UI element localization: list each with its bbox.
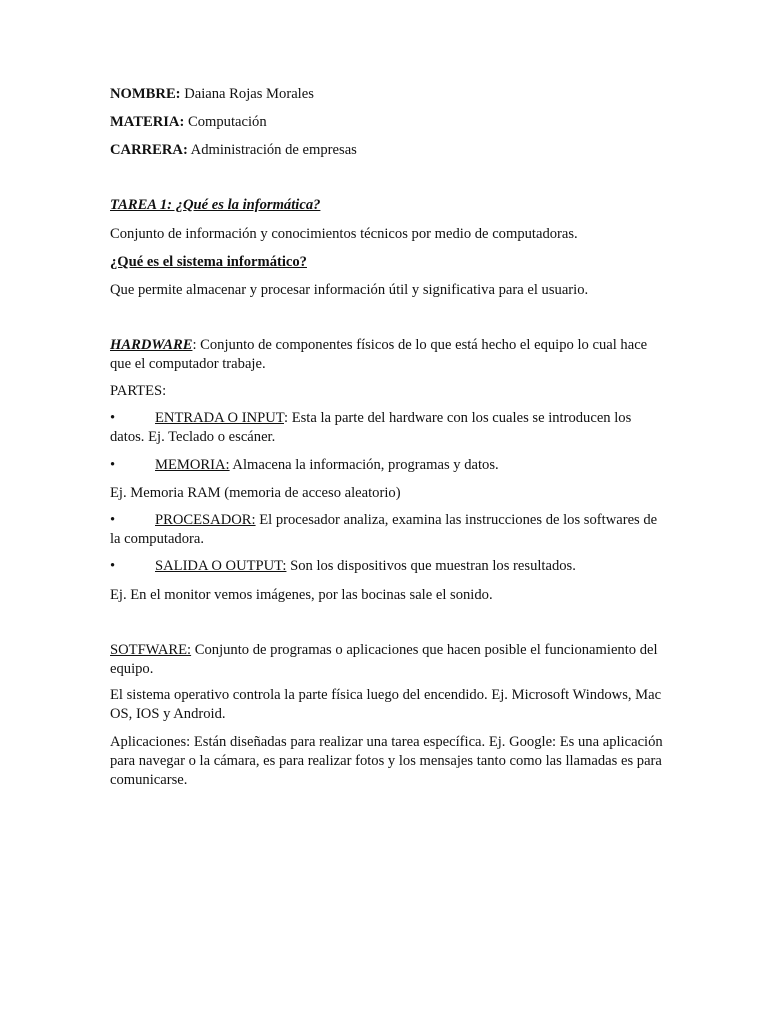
carrera-line bbox=[110, 141, 357, 160]
partes-label: PARTES: bbox=[110, 383, 167, 399]
document-page bbox=[110, 0, 665, 1024]
hardware-definition bbox=[110, 336, 665, 374]
materia-line bbox=[110, 113, 267, 132]
salida-example: Ej. En el monitor vemos imágenes, por las bocinas sale el sonido. bbox=[110, 587, 493, 603]
tarea-title bbox=[110, 196, 320, 215]
list-item-salida bbox=[110, 557, 665, 576]
entrada-term: ENTRADA O INPUT bbox=[155, 410, 284, 426]
list-item-entrada bbox=[110, 409, 665, 447]
tarea-title-text: TAREA 1: ¿Qué es la informática? bbox=[110, 197, 321, 213]
list-item-procesador bbox=[110, 511, 665, 549]
procesador-text: El procesador analiza, examina las instrucciones de los softwares de la computadora. bbox=[110, 512, 658, 547]
bullet-icon: • bbox=[110, 410, 116, 426]
materia-value: Computación bbox=[184, 114, 267, 130]
salida-term: SALIDA O OUTPUT: bbox=[155, 558, 287, 574]
tarea-answer: Conjunto de información y conocimientos técnicos por medio de computadoras. bbox=[110, 226, 578, 242]
bullet-icon: • bbox=[110, 512, 116, 528]
software-term: SOTFWARE: bbox=[110, 642, 192, 658]
nombre-value: Daiana Rojas Morales bbox=[180, 86, 314, 102]
nombre-label: NOMBRE: bbox=[110, 86, 181, 102]
materia-label: MATERIA: bbox=[110, 114, 185, 130]
memoria-text: Almacena la información, programas y datos. bbox=[229, 457, 499, 473]
sistema-question-text: ¿Qué es el sistema informático? bbox=[110, 254, 307, 270]
software-paragraph-2: Aplicaciones: Están diseñadas para realizar una tarea específica. Ej. Google: Es una aplicación para navegar o la cámara, es para realizar fotos y los mensajes tanto como las llamadas es para comunicarse. bbox=[110, 734, 663, 788]
carrera-value: Administración de empresas bbox=[187, 142, 357, 158]
software-definition bbox=[110, 641, 665, 679]
procesador-term: PROCESADOR: bbox=[155, 512, 256, 528]
sistema-answer: Que permite almacenar y procesar información útil y significativa para el usuario. bbox=[110, 282, 589, 298]
sistema-question bbox=[110, 253, 307, 272]
software-definition-text: Conjunto de programas o aplicaciones que hacen posible el funcionamiento del equipo. bbox=[110, 642, 658, 677]
hardware-definition-text: : Conjunto de componentes físicos de lo que está hecho el equipo lo cual hace que el computador trabaje. bbox=[110, 337, 648, 372]
hardware-term: HARDWARE bbox=[110, 337, 193, 353]
software-paragraph-1: El sistema operativo controla la parte física luego del encendido. Ej. Microsoft Windows, Mac OS, IOS y Android. bbox=[110, 687, 662, 722]
carrera-label: CARRERA: bbox=[110, 142, 188, 158]
nombre-line bbox=[110, 85, 314, 104]
salida-text: Son los dispositivos que muestran los resultados. bbox=[286, 558, 576, 574]
list-item-memoria bbox=[110, 456, 665, 475]
entrada-text: : Esta la parte del hardware con los cuales se introducen los datos. Ej. Teclado o escáner. bbox=[110, 410, 632, 445]
bullet-icon: • bbox=[110, 457, 116, 473]
memoria-term: MEMORIA: bbox=[155, 457, 230, 473]
memoria-example: Ej. Memoria RAM (memoria de acceso aleatorio) bbox=[110, 485, 401, 501]
bullet-icon: • bbox=[110, 558, 116, 574]
